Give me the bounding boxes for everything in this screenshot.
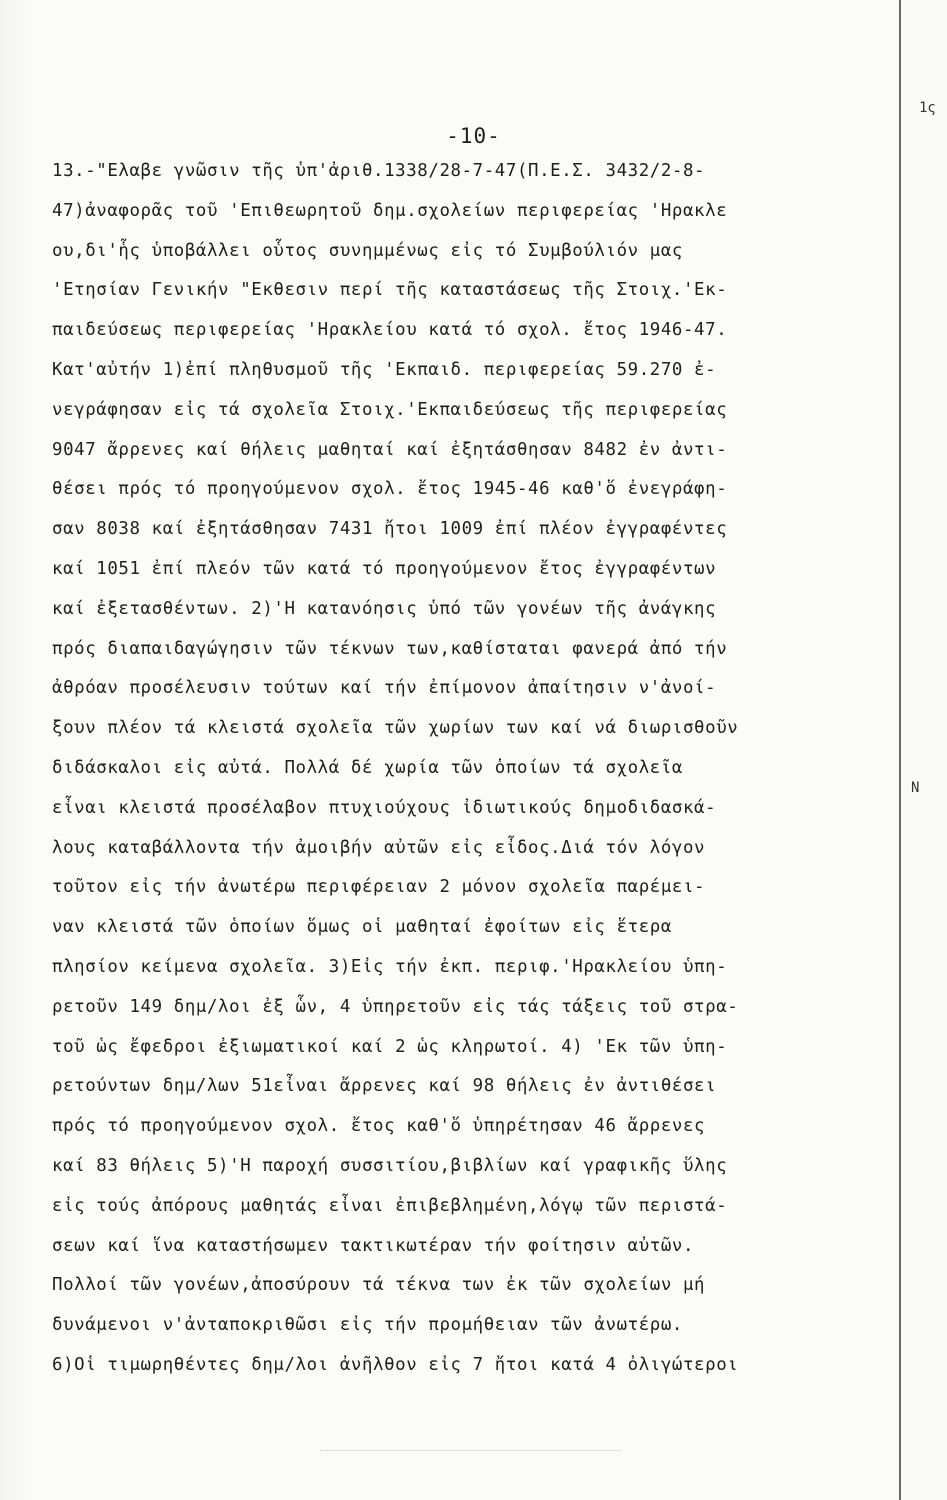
margin-mark-mid: Ν [911,780,920,796]
text-line: νεγράφησαν εἰς τά σχολεῖα Στοιχ.'Εκπαιδεύσεως τῆς περιφερείας [52,399,728,420]
text-line: ναν κλειστά τῶν ὁποίων ὅμως οἱ μαθηταί ἐφοίτων εἰς ἕτερα [52,917,672,938]
text-line: τοῦ ὡς ἔφεδροι ἐξιωματικοί καί 2 ὡς κληρωτοί. 4) 'Εκ τῶν ὑπη- [52,1036,728,1057]
text-line: πλησίον κείμενα σχολεῖα. 3)Εἰς τήν ἐκπ. περιφ.'Ηρακλείου ὑπη- [52,956,728,977]
text-line: πρός διαπαιδαγώγησιν τῶν τέκνων των,καθίσταται φανερά ἀπό τήν [52,638,728,659]
text-line: καί ἐξετασθέντων. 2)'Η κατανόησις ὑπό τῶν γονέων τῆς ἀνάγκης [52,598,717,619]
text-line: 'Ετησίαν Γενικήν "Εκθεσιν περί τῆς καταστάσεως τῆς Στοιχ.'Εκ- [52,280,728,301]
page-number: -10- [446,124,501,148]
text-line: εἶναι κλειστά προσέλαβον πτυχιούχους ἰδιωτικούς δημοδιδασκά- [52,797,717,818]
text-line: διδάσκαλοι εἰς αὐτά. Πολλά δέ χωρία τῶν ὁποίων τά σχολεῖα [52,757,683,778]
text-line: πρός τό προηγούμενον σχολ. ἔτος καθ'ὅ ὑπηρέτησαν 46 ἄρρενες [52,1116,706,1137]
margin-mark-top: 1ς [919,100,936,116]
text-line: σαν 8038 καί ἐξητάσθησαν 7431 ἤτοι 1009 ἐπί πλέον ἐγγραφέντες [52,519,728,540]
text-line: καί 83 θήλεις 5)'Η παροχή συσσιτίου,βιβλίων καί γραφικῆς ὕλης [52,1155,728,1176]
typed-text-block [52,152,902,1386]
faint-footer-rule [320,1450,620,1451]
text-line: ξουν πλέον τά κλειστά σχολεῖα τῶν χωρίων των καί νά διωρισθοῦν [52,718,739,739]
text-line: 13.-"Ελαβε γνῶσιν τῆς ὑπ'ἀριθ.1338/28-7-47(Π.Ε.Σ. 3432/2-8- [52,161,706,181]
text-line: σεων καί ἵνα καταστήσωμεν τακτικωτέραν τήν φοίτησιν αὐτῶν. [52,1235,695,1256]
text-line: Πολλοί τῶν γονέων,ἀποσύρουν τά τέκνα των ἐκ τῶν σχολείων μή [52,1275,706,1296]
text-line: 47)ἀναφορᾶς τοῦ 'Επιθεωρητοῦ δημ.σχολείων περιφερείας 'Ηρακλε [52,200,728,221]
text-line: 6)Οἱ τιμωρηθέντες δημ/λοι ἀνῆλθον εἰς 7 ἤτοι κατά 4 ὀλιγώτεροι [52,1354,739,1375]
adjacent-page-edge [899,0,947,1500]
text-line: δυνάμενοι ν'ἀνταποκριθῶσι εἰς τήν προμήθειαν τῶν ἀνωτέρω. [52,1315,683,1336]
text-line: καί 1051 ἐπί πλεόν τῶν κατά τό προηγούμενον ἔτος ἐγγραφέντων [52,558,717,579]
text-line: εἰς τούς ἀπόρους μαθητάς εἶναι ἐπιβεβλημένη,λόγῳ τῶν περιστά- [52,1195,728,1216]
text-line: Κατ'αὐτήν 1)ἐπί πληθυσμοῦ τῆς 'Εκπαιδ. περιφερείας 59.270 ἐ- [52,359,717,380]
text-line: ἀθρόαν προσέλευσιν τούτων καί τήν ἐπίμονον ἀπαίτησιν ν'ἀνοί- [52,678,717,699]
text-line: ρετοῦν 149 δημ/λοι ἐξ ὧν, 4 ὑπηρετοῦν εἰς τάς τάξεις τοῦ στρα- [52,996,739,1017]
text-line: 9047 ἄρρενες καί θήλεις μαθηταί καί ἐξητάσθησαν 8482 ἐν ἀντι- [52,439,728,460]
text-line: ρετούντων δημ/λων 51εἶναι ἄρρενες καί 98 θήλεις ἐν ἀντιθέσει [52,1076,717,1097]
text-line: θέσει πρός τό προηγούμενον σχολ. ἔτος 1945-46 καθ'ὅ ἐνεγράφη- [52,479,728,500]
text-line: λους καταβάλλοντα τήν ἀμοιβήν αὐτῶν εἰς εἶδος.Διά τόν λόγον [52,837,706,858]
text-line: ου,δι'ἧς ὑποβάλλει οὗτος συνημμένως εἰς τό Συμβούλιόν μας [52,240,683,261]
text-line: παιδεύσεως περιφερείας 'Ηρακλείου κατά τό σχολ. ἔτος 1946-47. [52,320,728,341]
text-line: τοῦτον εἰς τήν ἀνωτέρω περιφέρειαν 2 μόνον σχολεῖα παρέμει- [52,877,706,898]
